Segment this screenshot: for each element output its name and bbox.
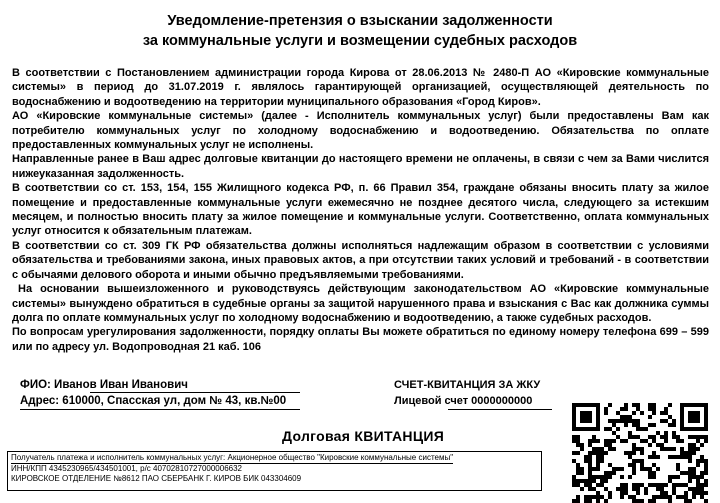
customer-address: Адрес: 610000, Спасская ул, дом № 43, кв.№00 (20, 395, 287, 407)
debt-receipt-title: Долговая КВИТАНЦИЯ (282, 428, 445, 444)
bank-line: КИРОВСКОЕ ОТДЕЛЕНИЕ №8612 ПАО СБЕРБАНК Г. КИРОВ БИК 043304609 (11, 474, 302, 483)
paragraph-civil-code: В соответствии со ст. 309 ГК РФ обязательства должны исполняться надлежащим образом в соответствии с условиями обязательства и требованиями закона, иных правовых актов, а при отсутствии таких условий и требований - в соответствии с обычаями делового оборота и иными обычно предъявляемыми требованиями. (12, 239, 709, 281)
paragraph-unpaid-receipts: Направленные ранее в Ваш адрес долговые квитанции до настоящего времени не оплачены, в связи с чем за Вами числится нижеуказанная задолженность. (12, 153, 709, 180)
payment-details-box (7, 451, 542, 491)
payee-line: Получатель платежа и исполнитель коммунальных услуг: Акционерное общество "Кировские коммунальные системы" (11, 453, 454, 462)
paragraph-guaranteeing-org: В соответствии с Постановлением администрации города Кирова от 28.06.2013 № 2480-П АО «Кировские коммунальные системы» в период до 31.07.2019 г. являлось гарантирующей организацией, осуществляющей деятельность по водоснабжению и водоотведению на территории муниципального образования «Город Киров». (12, 67, 709, 108)
paragraph-court-action: На основании вышеизложенного и руководствуясь действующим законодательством АО «Кировские коммунальные системы» вынуждено обратиться в судебные органы за защитой нарушенного права и взыскания с Вас как должника суммы долга по оплате коммунальных услуг по холодному водоснабжению и водоотведению, а также судебных расходов. (12, 283, 709, 324)
address-underline (20, 409, 300, 410)
customer-fio: ФИО: Иванов Иван Иванович (20, 379, 188, 391)
notice-body (12, 66, 709, 354)
account-underline (448, 409, 552, 410)
fio-underline (90, 392, 300, 393)
paragraph-housing-code: В соответствии со ст. 153, 154, 155 Жилищного кодекса РФ, п. 66 Правил 354, граждане обязаны вносить плату за жилое помещение и предоставленные коммунальные услуги ежемесячно не позднее десятого числа, следующего за истекшим месяцем, и полностью вносить плату за жилое помещение и коммунальные услуги. Соответственно, оплата коммунальных услуг относится к обязательным платежам. (12, 182, 709, 238)
inn-kpp-line: ИНН/КПП 4345230965/434501001, р/с 40702810727000006632 (11, 464, 242, 473)
qr-code-icon (572, 403, 708, 503)
paragraph-services-provided: АО «Кировские коммунальные системы» (далее - Исполнитель коммунальных услуг) были предоставлены Вам как потребителю коммунальных услуг по холодному водоснабжению и водоотведению. Обязательства по оплате предоставленных коммунальных услуг не исполнены. (12, 110, 709, 152)
account-number: Лицевой счет 0000000000 (394, 395, 533, 407)
paragraph-contacts: По вопросам урегулирования задолженности, порядку оплаты Вы можете обратиться по единому номеру телефона 699 – 599 или по адресу ул. Водопроводная 21 каб. 106 (12, 326, 709, 353)
notice-title-line-2: за коммунальные услуги и возмещении судебных расходов (142, 33, 578, 49)
notice-title-line-1: Уведомление-претензия о взыскании задолженности (167, 13, 553, 29)
receipt-title: СЧЕТ-КВИТАНЦИЯ ЗА ЖКУ (394, 379, 541, 391)
